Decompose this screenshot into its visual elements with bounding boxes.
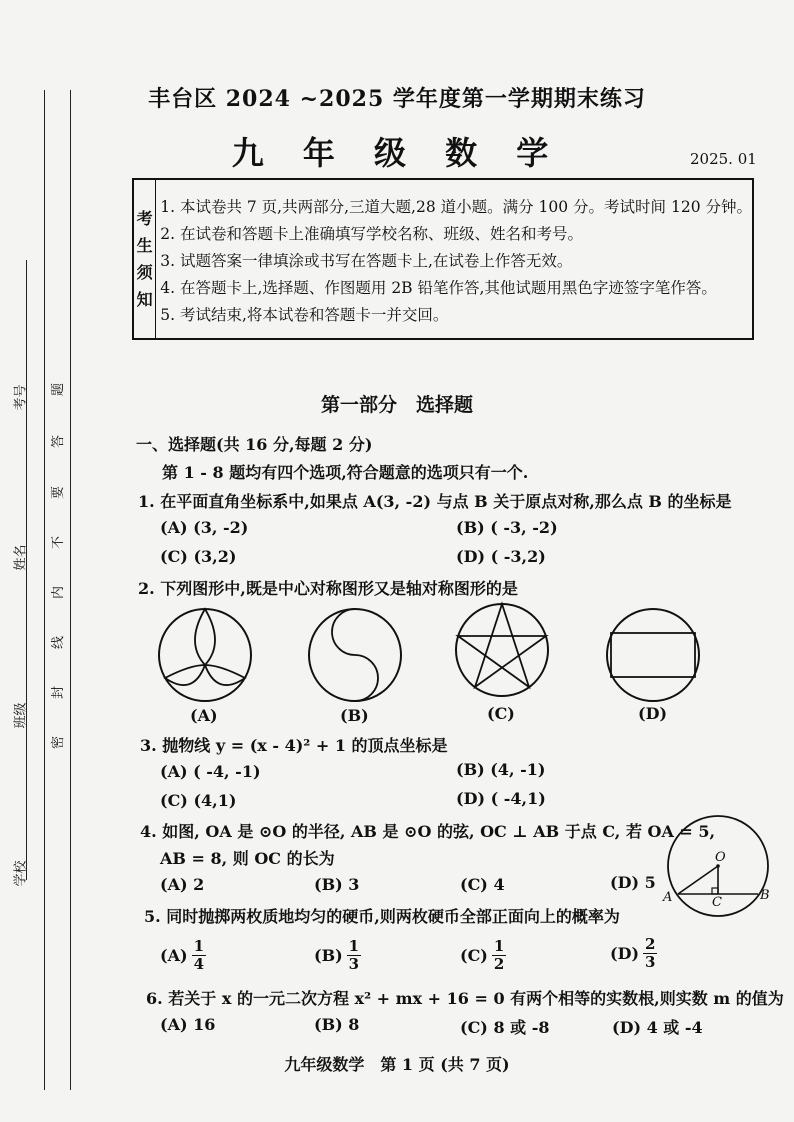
q5-option-d-fraction bbox=[643, 936, 657, 971]
q2-label-c: (C) bbox=[487, 704, 515, 723]
seal-char: 线 bbox=[51, 635, 67, 650]
section-instruction: 第 1 - 8 题均有四个选项,符合题意的选项只有一个. bbox=[162, 463, 529, 482]
q4-option-a: (A) 2 bbox=[160, 875, 205, 894]
fraction-numerator: 1 bbox=[193, 937, 204, 955]
notice-box bbox=[132, 178, 754, 340]
margin-line-outer bbox=[44, 90, 45, 1090]
q4-label-c: C bbox=[712, 895, 722, 910]
fraction-denominator: 3 bbox=[348, 955, 360, 973]
notice-item: 1. 本试卷共 7 页,共两部分,三道大题,28 道小题。满分 100 分。考试时间 120 分钟。 bbox=[160, 198, 752, 216]
fraction-numerator: 2 bbox=[645, 935, 656, 953]
q6-option-c: (C) 8 或 -8 bbox=[460, 1018, 550, 1037]
q5-option-d-label: (D) bbox=[610, 944, 640, 963]
q6-option-b: (B) 8 bbox=[314, 1015, 360, 1034]
q4-option-b: (B) 3 bbox=[314, 875, 360, 894]
q2-figure-b bbox=[305, 605, 405, 705]
margin-field-name: 姓名 bbox=[13, 544, 29, 571]
q2-stem: 2. 下列图形中,既是中心对称图形又是轴对称图形的是 bbox=[138, 579, 518, 598]
q6-option-a: (A) 16 bbox=[160, 1015, 216, 1034]
subject-title: 九 年 级 数 学 bbox=[231, 134, 563, 172]
fraction-denominator: 4 bbox=[193, 955, 204, 973]
seal-char: 内 bbox=[51, 585, 67, 600]
seal-char: 要 bbox=[51, 485, 67, 500]
q3-option-d: (D) ( -4,1) bbox=[456, 789, 546, 808]
notice-item: 3. 试题答案一律填涂或书写在答题卡上,在试卷上作答无效。 bbox=[160, 252, 573, 270]
q1-option-a: (A) (3, -2) bbox=[160, 518, 249, 537]
notice-item: 5. 考试结束,将本试卷和答题卡一并交回。 bbox=[160, 306, 449, 324]
q5-option-c bbox=[460, 938, 506, 973]
notice-item: 2. 在试卷和答题卡上准确填写学校名称、班级、姓名和考号。 bbox=[160, 225, 583, 243]
q5-option-a bbox=[160, 938, 206, 973]
margin-field-school: 学校 bbox=[13, 860, 29, 887]
exam-title: 丰台区 2024 ~2025 学年度第一学期期末练习 bbox=[148, 86, 646, 112]
q2-figure-a bbox=[155, 605, 255, 705]
fraction-denominator: 2 bbox=[493, 955, 505, 973]
fraction-denominator: 3 bbox=[645, 953, 656, 971]
exam-date: 2025. 01 bbox=[690, 150, 757, 168]
q3-option-a: (A) ( -4, -1) bbox=[160, 762, 261, 781]
seal-char: 密 bbox=[51, 735, 67, 750]
margin-field-class: 班级 bbox=[13, 702, 29, 729]
notice-label-char: 考 bbox=[136, 209, 153, 228]
q5-stem: 5. 同时抛掷两枚质地均匀的硬币,则两枚硬币全部正面向上的概率为 bbox=[144, 907, 620, 926]
fraction-numerator: 1 bbox=[348, 937, 360, 955]
q3-option-b: (B) (4, -1) bbox=[456, 760, 546, 779]
margin-line-inner bbox=[70, 90, 71, 1090]
q6-option-d: (D) 4 或 -4 bbox=[612, 1018, 703, 1037]
q5-option-a-label: (A) bbox=[160, 946, 188, 965]
q2-label-a: (A) bbox=[190, 706, 218, 725]
q5-option-c-fraction bbox=[492, 938, 506, 973]
fraction-numerator: 1 bbox=[493, 937, 505, 955]
q5-option-c-label: (C) bbox=[460, 946, 488, 965]
q4-option-c: (C) 4 bbox=[460, 875, 505, 894]
q2-label-b: (B) bbox=[340, 706, 369, 725]
q5-option-d bbox=[610, 936, 657, 971]
q5-option-b-label: (B) bbox=[314, 946, 343, 965]
notice-label bbox=[134, 180, 156, 338]
seal-char: 封 bbox=[51, 685, 67, 700]
q3-option-c: (C) (4,1) bbox=[160, 791, 237, 810]
page-footer: 九年级数学 第 1 页 (共 7 页) bbox=[284, 1055, 510, 1074]
q1-option-d: (D) ( -3,2) bbox=[456, 547, 546, 566]
q4-label-a: A bbox=[663, 890, 673, 905]
notice-label-char: 生 bbox=[136, 236, 153, 255]
q1-option-b: (B) ( -3, -2) bbox=[456, 518, 558, 537]
q2-figure-d bbox=[603, 605, 703, 705]
seal-char: 不 bbox=[51, 535, 67, 550]
q1-stem: 1. 在平面直角坐标系中,如果点 A(3, -2) 与点 B 关于原点对称,那么点 B 的坐标是 bbox=[138, 492, 732, 511]
q5-option-b bbox=[314, 938, 361, 973]
notice-items bbox=[156, 180, 752, 338]
q4-label-b: B bbox=[760, 888, 770, 903]
notice-label-char: 须 bbox=[136, 263, 153, 282]
q3-stem: 3. 抛物线 y = (x - 4)² + 1 的顶点坐标是 bbox=[140, 736, 448, 755]
section-heading: 一、选择题(共 16 分,每题 2 分) bbox=[136, 435, 373, 454]
q4-stem-line1: 4. 如图, OA 是 ⊙O 的半径, AB 是 ⊙O 的弦, OC ⊥ AB 于点 C, 若 OA = 5, bbox=[140, 822, 716, 841]
notice-label-char: 知 bbox=[136, 290, 153, 309]
q4-label-o: O bbox=[715, 850, 726, 865]
q5-option-b-fraction bbox=[347, 938, 361, 973]
notice-item: 4. 在答题卡上,选择题、作图题用 2B 铅笔作答,其他试题用黑色字迹签字笔作答。 bbox=[160, 279, 717, 297]
seal-char: 答 bbox=[51, 434, 67, 449]
q5-option-a-fraction bbox=[192, 938, 206, 973]
q4-option-d: (D) 5 bbox=[610, 873, 656, 892]
margin-field-exam-number: 考号 bbox=[13, 384, 29, 411]
q6-stem: 6. 若关于 x 的一元二次方程 x² + mx + 16 = 0 有两个相等的实数根,则实数 m 的值为 bbox=[146, 989, 784, 1008]
q2-label-d: (D) bbox=[638, 704, 668, 723]
q2-figure-c bbox=[452, 600, 552, 700]
seal-char: 题 bbox=[51, 382, 67, 397]
q4-stem-line2: AB = 8, 则 OC 的长为 bbox=[160, 849, 335, 868]
part-title: 第一部分 选择题 bbox=[320, 394, 473, 416]
q1-option-c: (C) (3,2) bbox=[160, 547, 237, 566]
